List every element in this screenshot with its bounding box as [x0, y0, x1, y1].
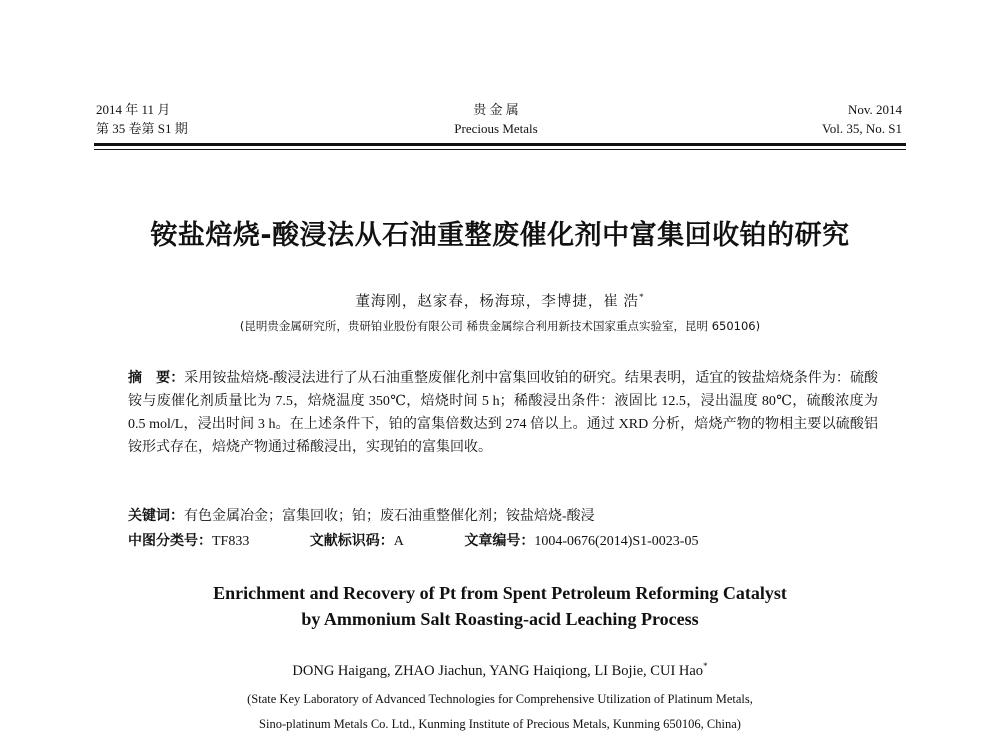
affiliation-cn: (昆明贵金属研究所，贵研铂业股份有限公司 稀贵金属综合利用新技术国家重点实验室，昆明 650106)	[239, 319, 761, 333]
header-rule-thin	[94, 149, 906, 150]
authors-cn	[0, 290, 1000, 311]
header-volume-cn: 第 35 卷第 S1 期	[96, 121, 188, 136]
affiliation-en-line2: Sino-platinum Metals Co. Ltd., Kunming Institute of Precious Metals, Kunming 650106, China)	[259, 717, 741, 731]
header-date-en: Nov. 2014	[847, 102, 902, 117]
keywords-text: 有色金属冶金；富集回收；铂；废石油重整催化剂；铵盐焙烧-酸浸	[184, 509, 595, 524]
affiliation-en-line1: (State Key Laboratory of Advanced Technologies for Comprehensive Utilization of Platinum Metals,	[247, 692, 753, 706]
clc-number	[128, 533, 277, 549]
header-journal-cn: 贵 金 属	[473, 102, 519, 117]
affiliation-en	[0, 687, 1000, 737]
header-date-cn: 2014 年 11 月	[96, 102, 171, 117]
keywords-cn	[128, 505, 595, 525]
article-number-label: 文章编号：	[464, 533, 535, 549]
article-number-value: 1004-0676(2014)S1-0023-05	[534, 534, 699, 549]
header-issue-cn	[96, 100, 188, 138]
corresponding-mark-en: *	[703, 661, 708, 671]
paper-title-en-line2: by Ammonium Salt Roasting-acid Leaching Process	[301, 609, 699, 629]
header-journal-en: Precious Metals	[454, 121, 538, 136]
document-code-value: A	[393, 534, 404, 549]
authors-en-names: DONG Haigang, ZHAO Jiachun, YANG Haiqiong, LI Bojie, CUI Hao	[292, 662, 704, 679]
classification-line	[128, 530, 754, 550]
document-code	[310, 533, 432, 549]
clc-value: TF833	[212, 534, 250, 549]
paper-title-en	[0, 580, 1000, 632]
header-volume-en: Vol. 35, No. S1	[822, 121, 902, 136]
keywords-label: 关键词：	[128, 508, 184, 524]
abstract-label: 摘 要：	[128, 370, 185, 386]
header-issue-en	[822, 100, 902, 138]
article-number	[464, 533, 726, 549]
corresponding-mark-cn: *	[639, 292, 645, 303]
clc-label: 中图分类号：	[128, 533, 212, 549]
authors-en	[0, 661, 1000, 680]
header-rule-thick	[94, 143, 906, 146]
authors-cn-names: 董海刚，赵家春，杨海琼，李博捷，崔 浩	[355, 294, 640, 310]
document-code-label: 文献标识码：	[309, 533, 394, 549]
abstract-text: 采用铵盐焙烧-酸浸法进行了从石油重整废催化剂中富集回收铂的研究。结果表明，适宜的铵盐焙烧条件为：硫酸铵与废催化剂质量比为 7.5，焙烧温度 350℃，焙烧时间 5 h；稀酸浸出条件：液固比 12.5，浸出温度 80℃，硫酸浓度为 0.5 mol/L，浸出时间 3 h。在上述条件下，铂的富集倍数达到 274 倍以上。通过 XRD 分析，焙烧产物的物相主要以硫酸铝铵形式存在，焙烧产物通过稀酸浸出，实现铂的富集回收。	[128, 371, 879, 455]
header-journal	[396, 100, 596, 138]
paper-title-cn: 铵盐焙烧-酸浸法从石油重整废催化剂中富集回收铂的研究	[150, 220, 850, 251]
paper-title-en-line1: Enrichment and Recovery of Pt from Spent Petroleum Reforming Catalyst	[213, 583, 787, 603]
abstract-cn	[128, 367, 878, 459]
